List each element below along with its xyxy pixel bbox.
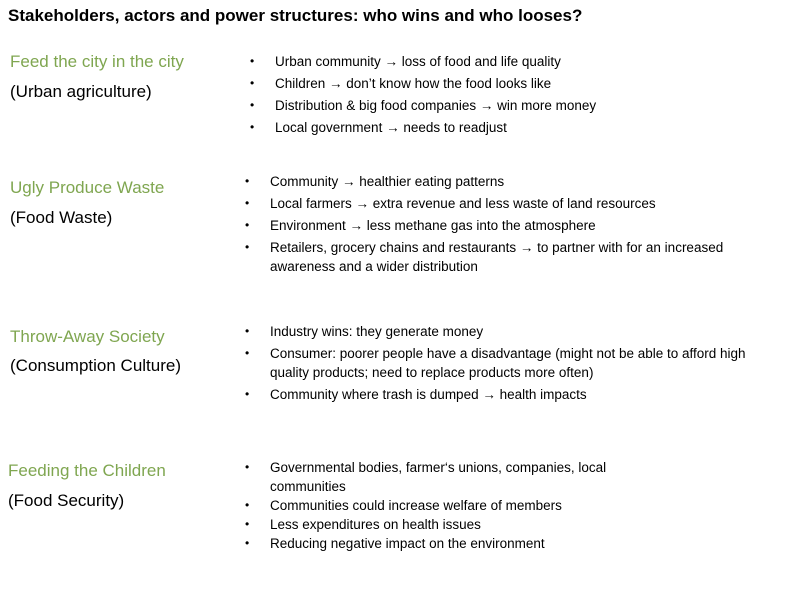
slide-title: Stakeholders, actors and power structures: who wins and who looses? (8, 6, 583, 25)
bullet-list (250, 52, 770, 140)
section-heading: Feeding the Children (8, 461, 166, 480)
list-item: • Local government → needs to readjust (250, 120, 507, 135)
list-item: • Reducing negative impact on the environment (245, 536, 545, 551)
list-item: • Less expenditures on health issues (245, 517, 481, 532)
section-subheading: (Urban agriculture) (10, 82, 152, 101)
list-item: • Community where trash is dumped → health impacts (245, 387, 587, 402)
list-item: • Children → don’t know how the food looks like (250, 76, 552, 91)
list-item: • Communities could increase welfare of members (245, 498, 562, 513)
list-item: • Environment → less methane gas into the atmosphere (245, 218, 596, 233)
bullet-list (245, 322, 765, 407)
section-heading: Throw-Away Society (10, 327, 165, 346)
list-item: • Community → healthier eating patterns (245, 174, 505, 189)
section-subheading: (Food Security) (8, 491, 125, 510)
section-subheading: (Food Waste) (10, 208, 113, 227)
section-heading: Ugly Produce Waste (10, 178, 165, 197)
list-item: • Industry wins: they generate money (245, 324, 484, 339)
list-item: • Consumer: poorer people have a disadvantage (might not be able to afford high quality products; need to replace products more often) (245, 346, 746, 380)
bullet-list (245, 172, 765, 279)
list-item: • Urban community → loss of food and life quality (250, 54, 561, 69)
section-subheading: (Consumption Culture) (10, 356, 182, 375)
list-item: • Distribution & big food companies → win more money (250, 98, 597, 113)
list-item: • Retailers, grocery chains and restaurants → to partner with for an increased awareness and a wider distribution (245, 240, 724, 274)
list-item: • Governmental bodies, farmer‘s unions, companies, local communities (245, 460, 607, 494)
list-item: • Local farmers → extra revenue and less waste of land resources (245, 196, 656, 211)
bullet-list (245, 458, 765, 553)
section-heading: Feed the city in the city (10, 52, 184, 71)
